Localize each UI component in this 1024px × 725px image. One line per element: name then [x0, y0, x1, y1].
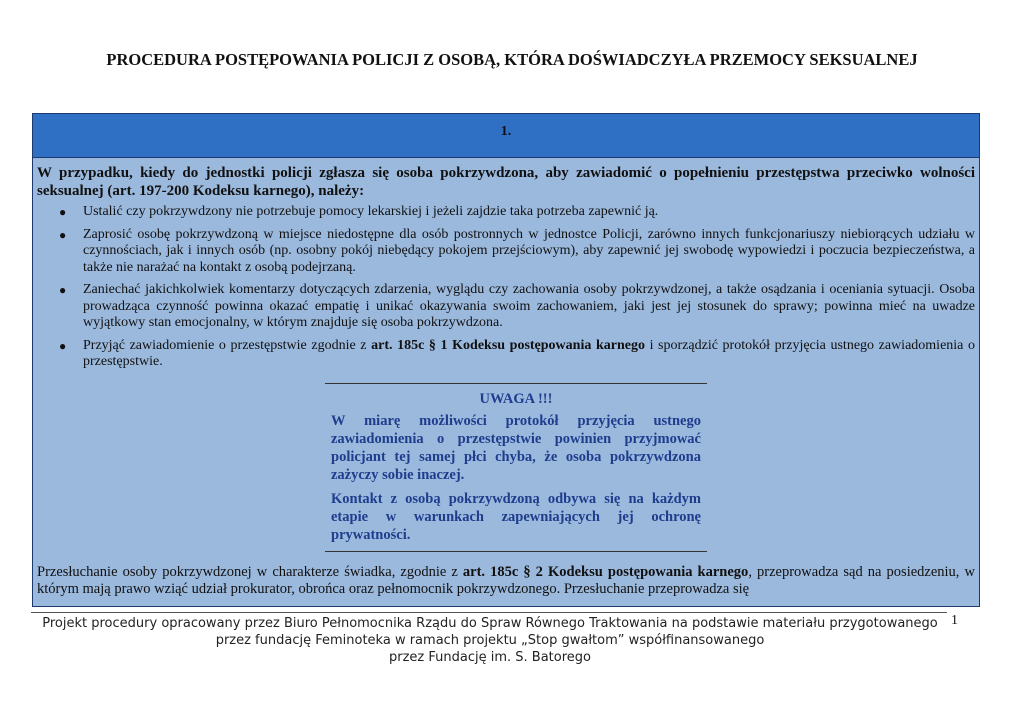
- warning-paragraph: Kontakt z osobą pokrzywdzoną odbywa się na każdym etapie w warunkach zapewniających jej ochronę prywatności.: [331, 490, 701, 543]
- bullet-item: ● Przyjąć zawiadomienie o przestępstwie zgodnie z art. 185c § 1 Kodeksu postępowania karnego i sporządzić protokół przyjęcia ustnego zawiadomienia o przestępstwie.: [59, 337, 975, 369]
- section-number: 1.: [33, 114, 979, 158]
- warning-heading: UWAGA !!!: [479, 390, 553, 407]
- procedure-section-box: [32, 113, 980, 607]
- page-footer: [30, 615, 950, 666]
- law-reference: art. 185c § 2 Kodeksu postępowania karnego: [462, 563, 749, 580]
- document-title: PROCEDURA POSTĘPOWANIA POLICJI Z OSOBĄ, KTÓRA DOŚWIADCZYŁA PRZEMOCY SEKSUALNEJ: [106, 50, 918, 69]
- footer-line: przez Fundację im. S. Batorego: [389, 650, 591, 665]
- section-intro: W przypadku, kiedy do jednostki policji zgłasza się osoba pokrzywdzona, aby zawiadomić o popełnieniu przestępstwa przeciwko wolności seksualnej (art. 197-200 Kodeksu karnego), należy:: [37, 165, 975, 199]
- footer-divider: [31, 612, 947, 613]
- law-reference: art. 185c § 1 Kodeksu postępowania karnego: [371, 337, 645, 353]
- warning-paragraph: W miarę możliwości protokół przyjęcia ustnego zawiadomienia o przestępstwie powinien przyjmować policjant tej samej płci chyba, że osoba pokrzywdzona zażyczy sobie inaczej.: [331, 412, 701, 483]
- page-number: 1: [951, 613, 958, 628]
- bullet-dot-icon: ●: [59, 227, 67, 242]
- bullet-dot-icon: ●: [59, 205, 67, 219]
- bullet-item: ● Zaniechać jakichkolwiek komentarzy dotyczących zdarzenia, wyglądu czy zachowania osoby pokrzywdzonej, a także osądzania i oceniania sytuacji. Osoba prowadząca czynność powinna okazać empatię i unikać okazywania swoim zachowaniem, jaki jest jej stosunek do sprawy; powinna mieć na uwadze wyjątkowy stan emocjonalny, w którym znajduje się osoba pokrzywdzona.: [59, 282, 975, 330]
- procedure-bullet-list: [37, 204, 975, 371]
- section-body: [33, 158, 979, 598]
- bullet-dot-icon: ●: [59, 338, 67, 353]
- bullet-dot-icon: ●: [59, 283, 67, 297]
- bullet-item: ● Ustalić czy pokrzywdzony nie potrzebuje pomocy lekarskiej i jeżeli zajdzie taka potrzeba zapewnić ją.: [59, 204, 659, 219]
- section-tail-paragraph: Przesłuchanie osoby pokrzywdzonej w charakterze świadka, zgodnie z art. 185c § 2 Kodeksu postępowania karnego, przeprowadza sąd na posiedzeniu, w którym mają prawo wziąć udział prokurator, obrońca oraz pełnomocnik pokrzywdzonego. Przesłuchanie przeprowadza się: [37, 563, 975, 597]
- warning-note: [325, 383, 707, 552]
- footer-line: przez fundację Feminoteka w ramach projektu „Stop gwałtom” współfinansowanego: [215, 633, 765, 648]
- bullet-item: ● Zaprosić osobę pokrzywdzoną w miejsce niedostępne dla osób postronnych w jednostce Policji, zarówno innych funkcjonariuszy niebiorących udziału w czynnościach, jak i innych osób (np. osobny pokój niebędący pokojem przejściowym), aby zapewnić jej swobodę wypowiedzi i poczucia bezpieczeństwa, a także nie narażać na kontakt z osobą podejrzaną.: [59, 226, 975, 275]
- footer-line: Projekt procedury opracowany przez Biuro Pełnomocnika Rządu do Spraw Równego Traktowania na podstawie materiału przygotowanego: [42, 616, 938, 631]
